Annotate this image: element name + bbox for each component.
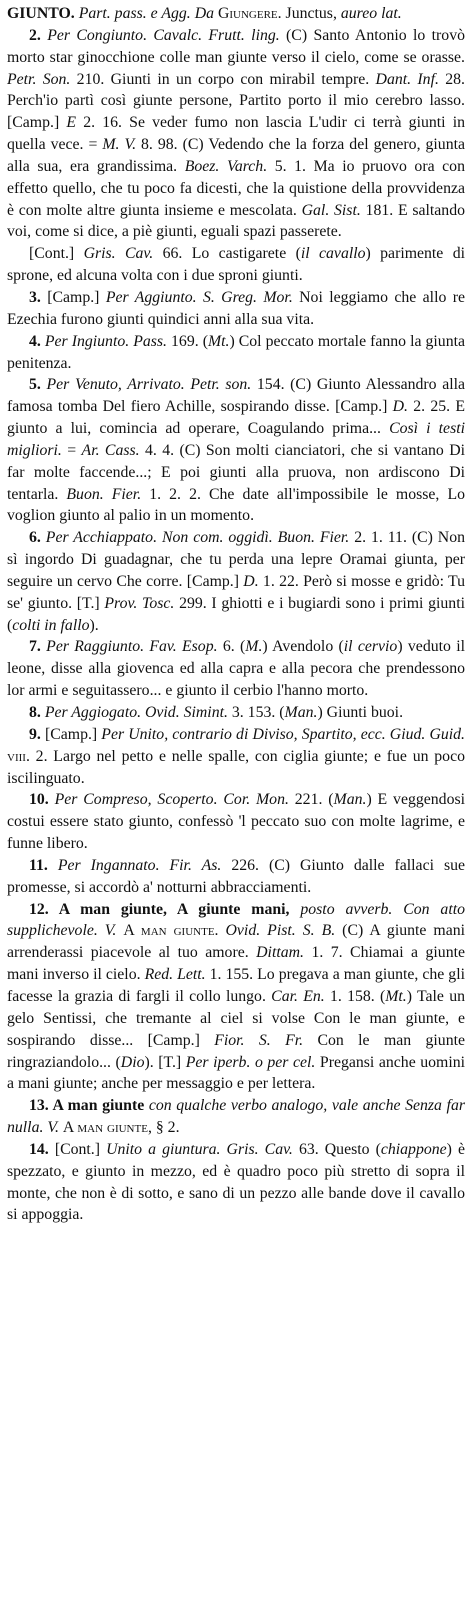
text-run: Prov. Tosc. (104, 594, 175, 612)
dictionary-entry-giunto (7, 3, 465, 1226)
entry-sense (7, 243, 465, 287)
text-run: ) Tale un gelo Sentissi, che tremante al ciel si volse Con le man giunte, e sospirando disse... [Camp.] (7, 987, 465, 1049)
text-run: 2. 16. Se veder fumo non lascia L'udir ci terrà giunti in quella vece. = (7, 114, 466, 154)
text-run: ) E veggendosi costui essere stato giunto, confessò 'l peccato suo con molte lagrime, e funne libero. (7, 791, 465, 853)
text-run: Per Aggiunto. S. Greg. Mor. (105, 288, 293, 306)
text-run: Man. (284, 704, 318, 721)
text-run: 299. I ghiotti e i bugiardi sono i primi giunti ( (7, 594, 465, 634)
text-run: Pregansi anche uomini a mani giunte; anche per messaggio e per lettera. (7, 1053, 466, 1093)
entry-sense (7, 789, 465, 855)
text-run: Per Unito, contrario di Diviso, Spartito, ecc. Giud. Guid. (101, 725, 466, 743)
text-run: [Cont.] (48, 1140, 107, 1158)
text-run: colti in fallo (12, 616, 90, 634)
text-run: aureo lat. (340, 5, 402, 22)
text-run: D. (392, 398, 408, 416)
text-run: Petr. Son. (7, 70, 71, 88)
entry-sense (7, 724, 465, 790)
text-run: ). (89, 616, 99, 634)
text-run: A man giunte (123, 922, 215, 940)
text-run: Con le man giunte ringraziandolo... ( (7, 1031, 465, 1071)
text-run: Gris. Cav. (83, 245, 154, 263)
text-run: Red. Lett. (144, 966, 206, 984)
entry-sense (7, 25, 465, 243)
text-run: chiappone (380, 1140, 447, 1158)
text-run: Dant. Inf. (375, 70, 439, 88)
text-run: ) Avendolo ( (262, 638, 344, 656)
text-run: Per Ingannato. Fir. As. (57, 856, 222, 874)
text-run: 210. Giunti in un corpo con mirabil tempre. (70, 70, 376, 88)
text-run: Mt. (207, 332, 230, 350)
text-run: viii (7, 747, 26, 765)
text-run: ) Giunti buoi. (317, 704, 404, 721)
text-run: posto avverb. Con atto supplichevole. V. (7, 900, 466, 940)
text-run: ) è spezzato, e giunto in mezzo, ed è quadro poco più stretto di sopra il monte, che non è di sotto, e sano di un pezzo alle bande dove il cavallo si appoggia. (7, 1140, 466, 1224)
text-run: 12. A man giunte, A giunte mani, (29, 900, 290, 918)
text-run: 2. 1. 11. (C) Non sì ingordo Di guadagnar, che tu perda una lepre Oramai giunta, per seguire un cervo Che corre. [Camp.] (7, 529, 465, 590)
text-run (289, 901, 300, 918)
entry-sense (7, 287, 465, 331)
text-run: = (61, 441, 82, 459)
text-run: 1. 22. Però si mosse e gridò: Tu se' giunto. [T.] (7, 572, 465, 612)
text-run: 3. 153. ( (227, 704, 285, 721)
text-run: ). [T.] (144, 1053, 186, 1071)
text-run: ) Col peccato mortale fanno la giunta penitenza. (7, 332, 465, 372)
entry-sense (7, 527, 465, 636)
entry-sense (7, 855, 465, 899)
text-run: Mt. (385, 987, 407, 1005)
text-run: Part. pass. e Agg. Da (78, 5, 215, 22)
text-run: 154. (C) Giunto Alessandro alla famosa tomba Del fiero Achille, sospirando disse. [Camp.] (7, 376, 466, 416)
text-run: Per Acchiappato. Non com. oggidì. Buon. Fier. (45, 529, 350, 547)
text-run: Man. (333, 791, 367, 809)
text-run: [Camp.] (40, 288, 106, 306)
entry-sense (7, 374, 465, 527)
text-run: Car. En. (271, 987, 325, 1005)
text-run: Dittam. (256, 944, 304, 962)
text-run: Giungere (217, 5, 278, 22)
text-run: [Cont.] (29, 245, 84, 263)
text-run: Boez. Varch. (184, 157, 268, 175)
text-run: 2. 25. E giunto a lui, comincia ad operare, Coagulando prima... (7, 398, 466, 438)
text-run: il cavallo (300, 245, 366, 263)
text-run: 1. 155. Lo pregava a man giunte, che gli facesse la grazia di fargli il collo lungo. (7, 966, 465, 1005)
text-run: Dio (120, 1053, 145, 1071)
text-run: Per Ingiunto. Pass. (44, 332, 168, 350)
text-run: 14. (29, 1140, 49, 1158)
text-run: 169. ( (167, 332, 208, 350)
text-run: Gal. Sist. (301, 201, 361, 219)
text-run: 226. (C) Giunto dalle fallaci sue promesse, si accordò a' notturni abbracciamenti. (7, 856, 466, 896)
text-run: 181. E saltando voi, come si dice, a piè giunti, eguali spazi passerete. (7, 201, 465, 241)
text-run: 4. (29, 332, 41, 350)
text-run: 1. 158. ( (324, 987, 386, 1005)
text-run: . (214, 922, 226, 940)
text-run: Per Congiunto. Cavalc. Frutt. ling. (47, 26, 280, 44)
text-run: Buon. Fier. (66, 485, 142, 503)
text-run: 7. (29, 638, 41, 656)
text-run: 4. 4. (C) Son molti cianciatori, che si vantano Di far molte faccende...; E poi giunti alla pruova, non ardiscono Di tentarla. (7, 441, 465, 503)
text-run: 3. (29, 288, 41, 306)
text-run: A man giunte (62, 1119, 148, 1137)
text-run: . Junctus, (277, 5, 341, 22)
text-run: 28. Perch'io partì così giunte persone, Partito porto il mio cerebro lasso. [Camp.] (7, 70, 465, 132)
entry-headline (7, 3, 465, 25)
entry-sense (7, 702, 465, 724)
text-run: 66. Lo castigarete ( (153, 245, 301, 263)
entry-sense (7, 331, 465, 375)
text-run: Così i testi migliori. (7, 420, 465, 459)
text-run: E (66, 114, 77, 132)
text-run: con qualche verbo analogo, vale anche Senza far nulla. V. (7, 1097, 465, 1137)
text-run: (C) Santo Antonio lo trovò morto star ginocchione colle man giunte verso il cielo, come se orasse. (7, 26, 466, 66)
text-run: Per Compreso, Scoperto. Cor. Mon. (54, 791, 289, 809)
text-run: ) veduto il leone, disse alla giovenca ed alla capra e alla pecora che prendessono lor armi e seguitassero... e giunto il cerbio l'hanno morto. (7, 638, 465, 700)
entry-sense (7, 899, 465, 1096)
text-run: M. (245, 638, 263, 656)
text-run: Per Raggiunto. Fav. Esop. (46, 638, 218, 656)
entry-sense (7, 1139, 465, 1226)
text-run: 221. ( (288, 791, 334, 809)
text-run: D. (243, 572, 259, 590)
text-run: [Camp.] (40, 725, 102, 743)
text-run: , § 2. (147, 1119, 180, 1137)
text-run: Fior. S. Fr. (214, 1031, 304, 1049)
entry-sense (7, 1095, 465, 1139)
text-run: Per Venuto, Arrivato. Petr. son. (46, 376, 252, 394)
text-run: Ar. Cass. (81, 441, 140, 459)
text-run: Per Aggiogato. Ovid. Simint. (44, 704, 228, 721)
text-run: 5. (29, 376, 41, 394)
entry-sense (7, 636, 465, 702)
text-run: Per iperb. o per cel. (185, 1053, 316, 1071)
text-run: 63. Questo ( (292, 1140, 381, 1158)
text-run: 11. (29, 856, 48, 874)
text-run: Unito a giuntura. Gris. Cav. (106, 1140, 293, 1158)
text-run: 6. (29, 529, 41, 547)
text-run: (C) A giunte mani arrenderassi piacevole al tuo amore. (7, 922, 465, 962)
text-run: Noi leggiamo che allo re Ezechia furono giunti quindici anni alla sua vita. (7, 288, 465, 328)
text-run: 1. 2. 2. Che date all'impossibile le mosse, Lo voglion giunto al palio in un momento. (7, 485, 465, 525)
text-run (48, 857, 58, 874)
text-run: Ovid. Pist. S. B. (225, 922, 336, 940)
text-run: 6. ( (217, 638, 246, 656)
text-run: . 2. Largo nel petto e nelle spalle, con ciglia giunte; e fue un poco iscilinguato. (7, 747, 465, 787)
text-run: 8. 98. (C) Vedendo che la forza del genero, giunta alla sua, era grandissima. (7, 136, 465, 175)
text-run: 9. (29, 725, 41, 743)
text-run: il cervio (343, 638, 398, 656)
text-run: 2. (29, 26, 41, 44)
text-run: 13. A man giunte (29, 1097, 145, 1115)
text-run: M. V. (102, 136, 137, 154)
text-run: 10. (29, 791, 49, 809)
text-run: 1. 7. Chiamai a giunte mani inverso il cielo. (7, 944, 465, 984)
text-run: 8. (29, 704, 41, 721)
text-run: GIUNTO. (7, 5, 75, 22)
text-run: 5. 1. Ma io pruovo ora con effetto quello, che tu poco fa dicesti, che la quistione della provvidenza è con molte altre giunta insieme e mescolata. (7, 157, 465, 219)
text-run: ) parimente di sprone, ed alcuna volta con i due sproni giunti. (7, 245, 465, 285)
